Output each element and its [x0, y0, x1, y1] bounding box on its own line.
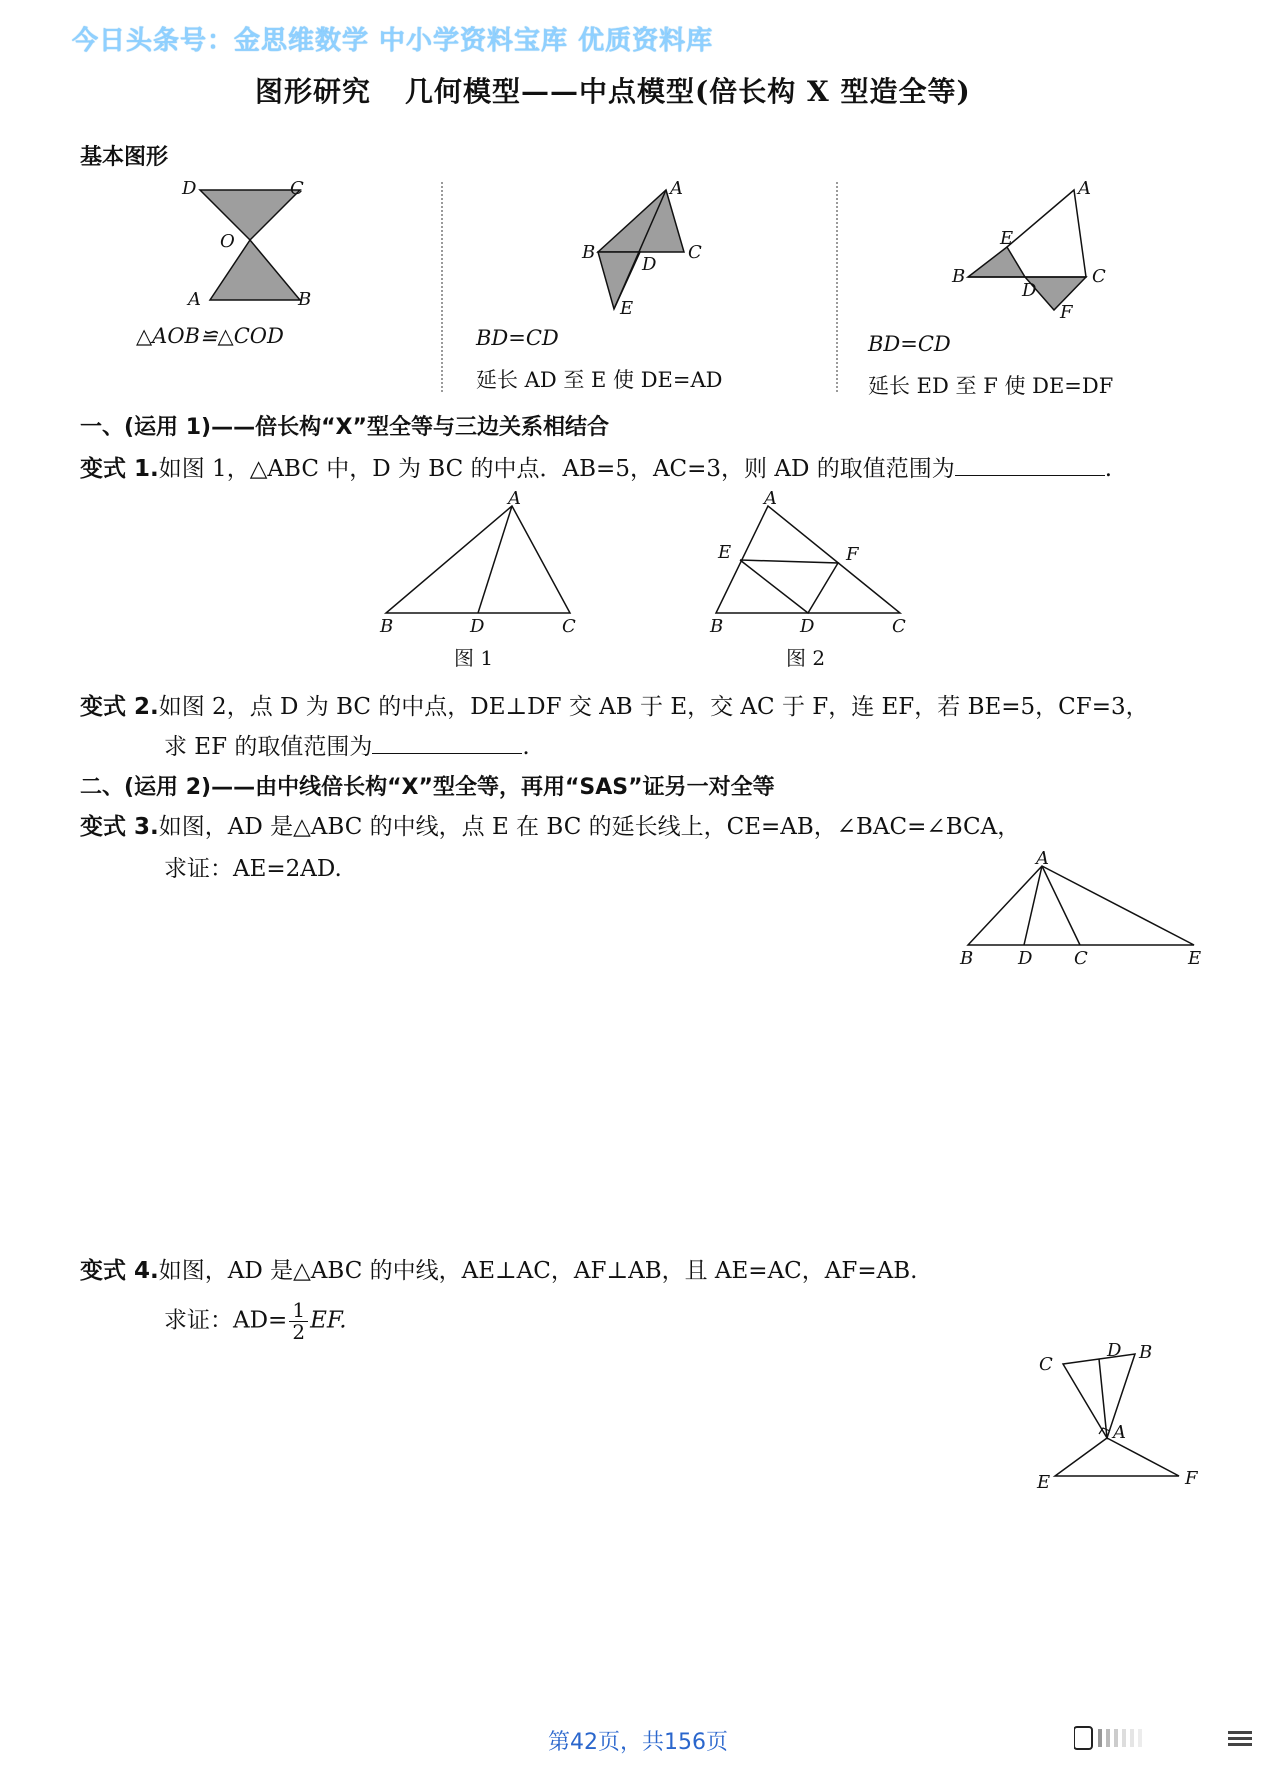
label-C: C: [562, 616, 576, 637]
divider: [441, 182, 443, 392]
label-A: A: [764, 488, 777, 509]
label-A: A: [508, 488, 521, 509]
exercise-1: 变式 1.如图 1，△ABC 中，D 为 BC 的中点．AB=5，AC=3，则 AD 的取值范围为 .: [80, 456, 1113, 482]
exercise-1-text: 如图 1，△ABC 中，D 为 BC 的中点．AB=5，AC=3，则 AD 的取值范围为: [158, 456, 955, 482]
exercise-4-text: 如图，AD 是△ABC 的中线，AE⊥AC，AF⊥AB，且 AE=AC，AF=AB.: [158, 1258, 918, 1284]
label-F: F: [1185, 1468, 1198, 1489]
label-C: C: [1092, 266, 1106, 287]
exercise-3-prove: 求证：AE=2AD.: [164, 856, 342, 882]
label-C: C: [1039, 1354, 1053, 1375]
label-E: E: [1037, 1472, 1051, 1493]
label-E: E: [620, 298, 634, 319]
label-D: D: [1022, 280, 1037, 301]
basic-fig3-line1: BD=CD: [868, 332, 951, 356]
basic-heading: 基本图形: [80, 145, 169, 170]
page-title: [255, 70, 971, 110]
label-B: B: [582, 242, 596, 263]
label-B: B: [952, 266, 966, 287]
figure-2-caption: 图 2: [786, 646, 826, 670]
basic-fig3-line2: 延长 ED 至 F 使 DE=DF: [868, 374, 1114, 398]
label-E: E: [718, 542, 732, 563]
label-B: B: [710, 616, 724, 637]
basic-figure-1: [160, 172, 330, 322]
exercise-2-label: 变式 2.: [80, 694, 159, 720]
section-1-heading: 一、(运用 1)——倍长构“X”型全等与三边关系相结合: [80, 415, 609, 440]
exercise-2-line2: 求 EF 的取值范围为 .: [164, 734, 530, 760]
exercise-3: [80, 808, 1020, 841]
answer-blank: [372, 733, 522, 754]
label-C: C: [290, 178, 304, 199]
label-D: D: [642, 254, 657, 275]
exercise-2-text: 如图 2，点 D 为 BC 的中点，DE⊥DF 交 AB 于 E，交 AC 于 F，连 EF，若 BE=5，CF=3，: [158, 694, 1149, 720]
label-C: C: [892, 616, 906, 637]
label-E: E: [1000, 228, 1014, 249]
label-B: B: [380, 616, 394, 637]
figure-1: [370, 488, 590, 638]
label-C: C: [688, 242, 702, 263]
thumbnail-strip[interactable]: [1074, 1723, 1182, 1753]
label-A: A: [1113, 1422, 1126, 1443]
exercise-3-label: 变式 3.: [80, 814, 159, 840]
exercise-4-figure: [1025, 1338, 1215, 1498]
label-F: F: [846, 544, 859, 565]
label-B: B: [960, 948, 974, 969]
basic-fig1-caption: △AOB≌△COD: [136, 324, 284, 348]
label-D: D: [800, 616, 815, 637]
title-left: 图形研究: [255, 75, 372, 108]
exercise-4-label: 变式 4.: [80, 1258, 159, 1284]
exercise-3-text: 如图，AD 是△ABC 的中线，点 E 在 BC 的延长线上，CE=AB，∠BAC=∠BCA，: [158, 814, 1021, 840]
label-C: C: [1074, 948, 1088, 969]
basic-figure-3: [950, 172, 1150, 322]
label-A: A: [1036, 850, 1049, 869]
label-E: E: [1188, 948, 1202, 969]
watermark-banner: 今日头条号：金思维数学 中小学资料宝库 优质资料库: [72, 26, 714, 56]
page-indicator: 第42页，共156页: [548, 1730, 728, 1755]
label-A: A: [670, 178, 683, 199]
label-A: A: [1078, 178, 1091, 199]
basic-fig2-line1: BD=CD: [476, 326, 559, 350]
section-2-heading: 二、(运用 2)——由中线倍长构“X”型全等，再用“SAS”证另一对全等: [80, 775, 775, 800]
divider: [836, 182, 838, 392]
label-D: D: [1018, 948, 1033, 969]
answer-blank: [955, 455, 1105, 476]
label-D: D: [1107, 1340, 1122, 1361]
label-B: B: [298, 289, 312, 310]
title-right: 几何模型——中点模型(倍长构 X 型造全等): [405, 75, 971, 108]
basic-fig2-line2: 延长 AD 至 E 使 DE=AD: [476, 368, 723, 392]
exercise-4-prove: 求证：AD= $\frac{1}{2}$ EF.: [164, 1298, 347, 1344]
label-D: D: [470, 616, 485, 637]
label-F: F: [1060, 302, 1073, 322]
label-A: A: [188, 289, 201, 310]
label-O: O: [220, 231, 235, 252]
exercise-1-label: 变式 1.: [80, 456, 159, 482]
menu-icon[interactable]: [1226, 1723, 1256, 1753]
figure-2: [700, 488, 920, 638]
label-D: D: [182, 178, 197, 199]
exercise-2: [80, 688, 1149, 721]
basic-figure-2: [570, 172, 720, 322]
fraction: $\frac{1}{2}$: [289, 1300, 308, 1343]
exercise-3-figure: [950, 850, 1210, 970]
figure-1-caption: 图 1: [454, 646, 494, 670]
exercise-4: [80, 1252, 917, 1285]
label-B: B: [1139, 1342, 1153, 1363]
